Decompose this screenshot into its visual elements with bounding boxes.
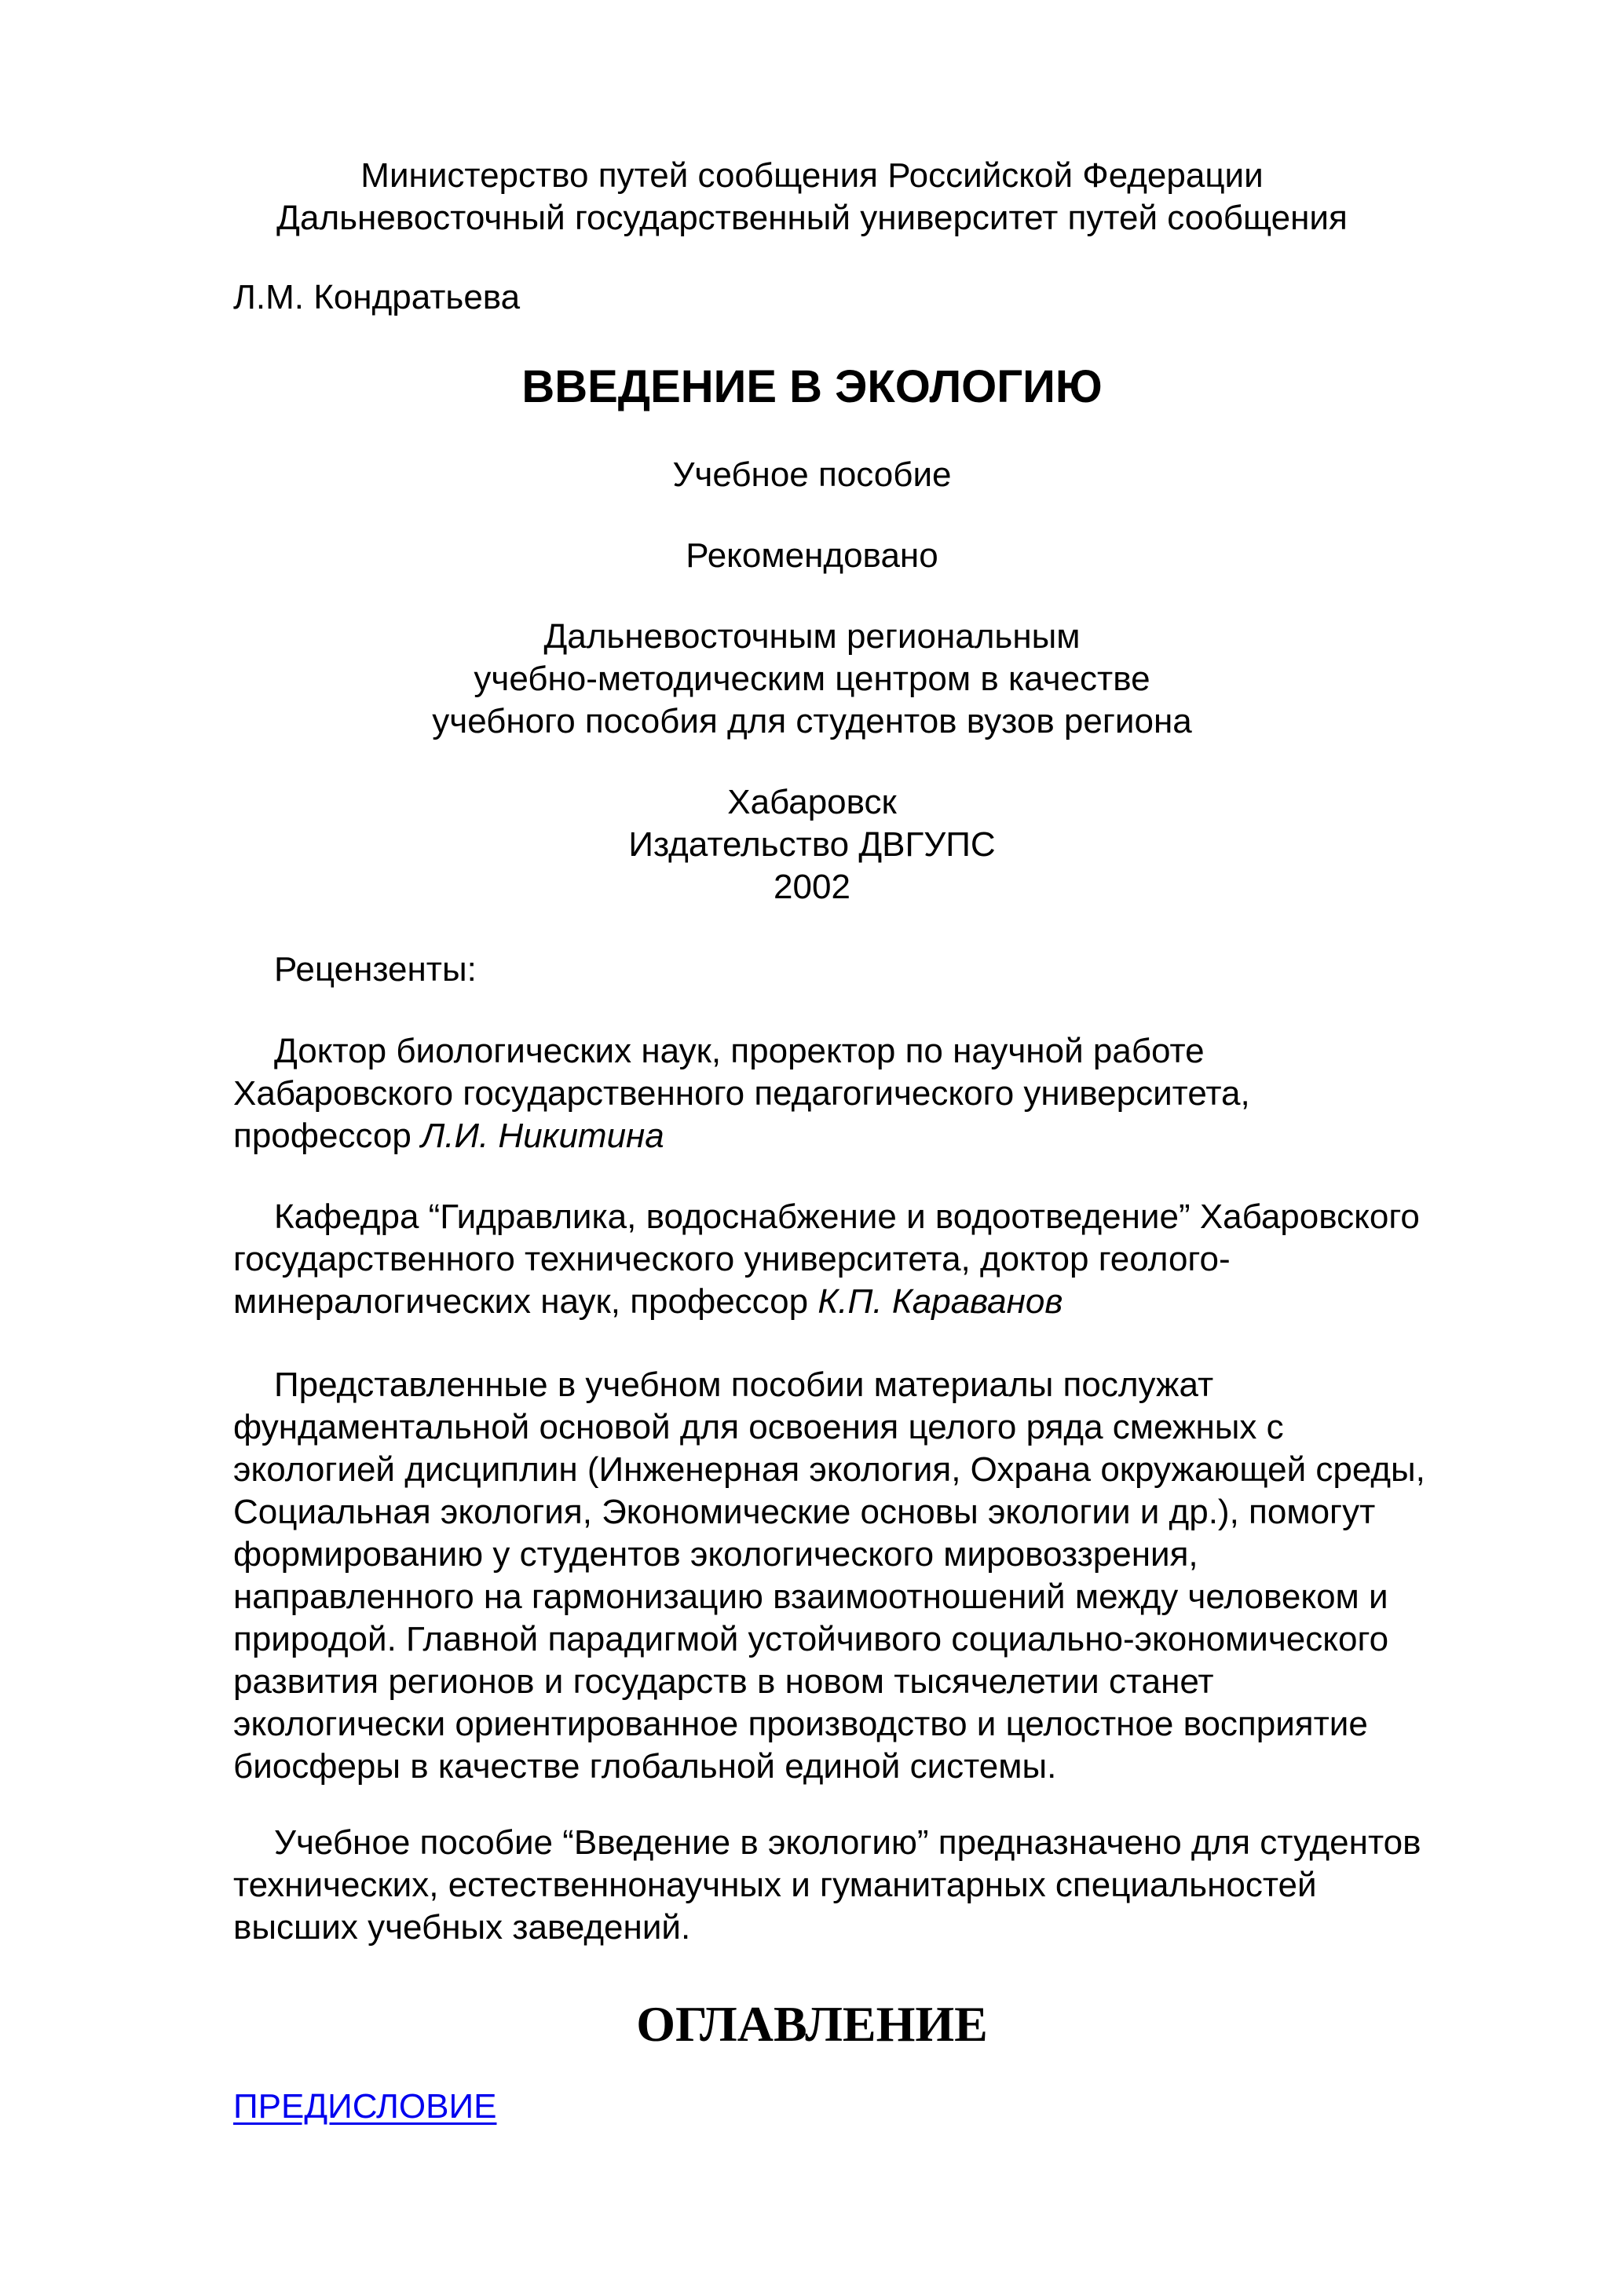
author-name: Л.М. Кондратьева: [233, 278, 521, 316]
audience-paragraph: Учебное пособие “Введение в экологию” предназначено для студентов технических, естественнонаучных и гуманитарных специальностей высших учебных заведений.: [233, 1823, 1421, 1947]
ministry-header: [0, 155, 1624, 239]
reviewers-heading: Рецензенты:: [274, 950, 477, 989]
imprint-block: [0, 781, 1624, 909]
imprint-year: 2002: [774, 868, 850, 906]
recommendation-text: Дальневосточным региональным учебно-методическим центром в качестве учебного пособия для студентов вузов региона: [432, 617, 1192, 740]
imprint-publisher: Издательство ДВГУПС: [628, 825, 996, 864]
toc-heading: ОГЛАВЛЕНИЕ: [636, 1996, 988, 2052]
reviewer-first-name: Л.И. Никитина: [421, 1117, 664, 1155]
toc-list: [233, 2086, 1521, 2128]
reviewer-first: Доктор биологических наук, проректор по научной работе Хабаровского государственного педагогического университета, профессор Л.И. Никитина: [233, 1032, 1250, 1155]
recommended-label: Рекомендовано: [686, 536, 938, 575]
abstract-paragraph: Представленные в учебном пособии материалы послужат фундаментальной основой для освоения целого ряда смежных с экологией дисциплин (Инженерная экология, Охрана окружающей среды, Социальная экология, Экономические основы экологии и др.), помогут формированию у студентов экологического мировоззрения, направленного на гармонизацию взаимоотношений между человеком и природой. Главной парадигмой устойчивого социально-экономического развития регионов и государств в новом тысячелетии станет экологически ориентированное производство и целостное восприятие биосферы в качестве глобальной единой системы.: [233, 1366, 1425, 1786]
book-title: ВВЕДЕНИЕ В ЭКОЛОГИЮ: [521, 361, 1103, 412]
imprint-city: Хабаровск: [727, 783, 897, 821]
reviewer-second-name: К.П. Караванов: [817, 1282, 1063, 1321]
ministry-line: Министерство путей сообщения Российской Федерации: [360, 156, 1264, 195]
university-line: Дальневосточный государственный университет путей сообщения: [276, 199, 1348, 237]
toc-link-preface[interactable]: ПРЕДИСЛОВИЕ: [233, 2087, 497, 2126]
book-subtitle: Учебное пособие: [672, 455, 952, 494]
reviewer-second: Кафедра “Гидравлика, водоснабжение и водоотведение” Хабаровского государственного технического университета, доктор геолого- минералогических наук, профессор К.П. Караванов: [233, 1197, 1420, 1321]
